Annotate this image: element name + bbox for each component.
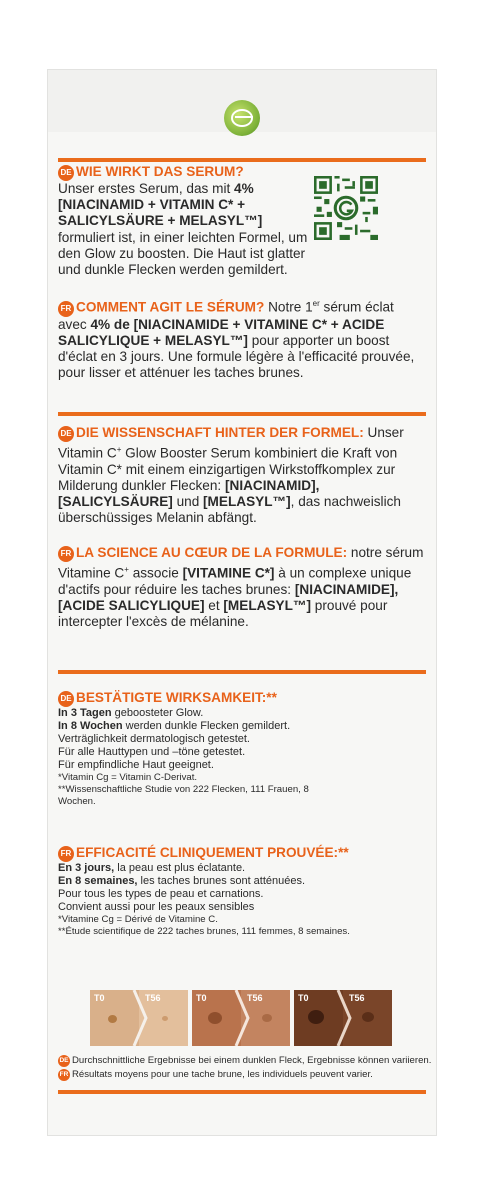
brand-logo-icon [224, 100, 260, 136]
section-science-de [58, 425, 426, 527]
heading-efficacy-de: BESTÄTIGTE WIRKSAMKEIT:** [76, 690, 277, 705]
text: und [172, 494, 204, 510]
text: Pour tous les types de peau et carnations. [58, 888, 264, 900]
text-bold: [NIACINAMID], [SALICYLSÄURE] [58, 477, 320, 510]
de-flag-badge: DE [58, 691, 74, 707]
text: sérum éclat avec [58, 299, 394, 332]
heading-how-it-works-de: WIE WIRKT DAS SERUM? [76, 164, 244, 179]
faded-spot [262, 1014, 272, 1022]
heading-how-it-works-fr: COMMENT AGIT LE SÉRUM? [76, 299, 265, 315]
text: à un complexe unique d'actifs pour réduire les taches brunes: [58, 565, 412, 597]
fr-flag-badge: FR [58, 546, 74, 562]
heading-efficacy-fr: EFFICACITÉ CLINIQUEMENT PROUVÉE:** [76, 845, 349, 860]
fr-flag-badge: FR [58, 301, 74, 317]
label-after: T56 [349, 993, 365, 1003]
text: + [124, 565, 129, 574]
text: Für alle Hauttypen und –töne getestet. [58, 746, 246, 758]
qr-code-icon[interactable] [314, 176, 378, 240]
text-bold: En 8 semaines, [58, 875, 138, 887]
text: Notre 1 [264, 299, 313, 315]
text: Glow Booster Serum kombiniert die Kraft von Vitamin C* mit einem einzigartigen Wirkstoffkomplex zur Milderung dunkler Flecken: [58, 445, 398, 493]
section-how-it-works-fr [58, 296, 426, 381]
text-bold: [MELASYL™] [223, 597, 312, 613]
divider-bottom [58, 1090, 426, 1094]
de-flag-badge: DE [58, 426, 74, 442]
footnote: **Wissenschaftliche Studie von 222 Flecken, 111 Frauen, 8 Wochen. [58, 784, 309, 807]
text: er [312, 299, 320, 308]
heading-science-fr: LA SCIENCE AU CŒUR DE LA FORMULE: [76, 545, 348, 560]
text-bold: In 8 Wochen [58, 720, 123, 732]
section-how-it-works-de [58, 164, 310, 278]
arrow-icon [192, 990, 290, 1046]
skin-photo-dark [294, 990, 392, 1046]
label-before: T0 [94, 993, 105, 1003]
heading-science-de: DIE WISSENSCHAFT HINTER DER FORMEL: [76, 425, 364, 440]
text: Verträglichkeit dermatologisch getestet. [58, 733, 250, 745]
de-flag-badge: DE [58, 165, 74, 181]
footnote: *Vitamin Cg = Vitamin C-Derivat. [58, 772, 198, 783]
fr-flag-badge: FR [58, 1069, 70, 1081]
dark-spot [208, 1012, 222, 1024]
text: la peau est plus éclatante. [114, 862, 246, 874]
text: , das nachweislich überschüssiges Melanin abfängt. [58, 494, 401, 526]
footnote: **Étude scientifique de 222 taches brunes, 111 femmes, 8 semaines. [58, 926, 350, 937]
text: notre sérum Vitamine C [58, 545, 424, 581]
text-bold: [VITAMINE C*] [182, 565, 275, 581]
divider-1 [58, 412, 426, 416]
results-note-de [58, 1055, 431, 1067]
text: geboosteter Glow. [111, 707, 204, 719]
divider-2 [58, 670, 426, 674]
text-bold: [NIACINAMIDE], [ACIDE SALICYLIQUE] [58, 581, 399, 613]
footnote: *Vitamine Cg = Dérivé de Vitamine C. [58, 914, 218, 925]
skin-photo-light [90, 990, 188, 1046]
note-text: Résultats moyens pour une tache brune, les individuels peuvent varier. [72, 1069, 373, 1080]
results-note-fr [58, 1069, 373, 1081]
product-box-panel [48, 70, 436, 1135]
label-after: T56 [247, 993, 263, 1003]
dark-spot [108, 1015, 117, 1023]
divider-top [58, 158, 426, 162]
text: les taches brunes sont atténuées. [137, 875, 306, 887]
text-bold: In 3 Tagen [58, 707, 112, 719]
text: associe [128, 565, 183, 581]
text: formuliert ist, in einer leichten Formel, um den Glow zu boosten. Die Haut ist glatter und dunkle Flecken werden gemildert. [58, 229, 308, 278]
text: prouvé pour intercepter l'excès de mélanine. [58, 597, 388, 630]
faded-spot [362, 1012, 374, 1022]
note-text: Durchschnittliche Ergebnisse bei einem dunklen Fleck, Ergebnisse können variieren. [72, 1055, 432, 1066]
before-after-photos [90, 990, 392, 1046]
text: Convient aussi pour les peaux sensibles [58, 901, 255, 913]
de-flag-badge: DE [58, 1055, 70, 1067]
text: werden dunkle Flecken gemildert. [122, 720, 291, 732]
text: Für empfindliche Haut geeignet. [58, 759, 214, 771]
label-before: T0 [196, 993, 207, 1003]
text: + [116, 445, 122, 454]
text-bold: [MELASYL™] [203, 494, 291, 510]
section-efficacy-de [58, 690, 426, 808]
faded-spot [162, 1016, 168, 1021]
arrow-icon [90, 990, 188, 1046]
skin-photo-medium [192, 990, 290, 1046]
text-bold: En 3 jours, [58, 862, 115, 874]
text: Unser erstes Serum, das mit [58, 181, 235, 196]
text: pour apporter un boost d'éclat en 3 jours. Une formule légère à l'efficacité prouvée, pour lisser et atténuer les taches brunes. [58, 332, 415, 381]
text: Unser Vitamin C [58, 425, 404, 461]
text: et [204, 597, 224, 613]
text-bold: 4% [234, 181, 254, 196]
section-efficacy-fr [58, 845, 426, 938]
ingredients-de: [NIACINAMID + VITAMIN C* + SALICYLSÄURE + MELASYL™] [58, 197, 263, 229]
fr-flag-badge: FR [58, 846, 74, 862]
label-after: T56 [145, 993, 161, 1003]
section-science-fr [58, 545, 426, 630]
ingredients-fr: 4% de [NIACINAMIDE + VITAMINE C* + ACIDE SALICYLIQUE + MELASYL™] [58, 316, 385, 348]
dark-spot [308, 1010, 324, 1024]
label-before: T0 [298, 993, 309, 1003]
